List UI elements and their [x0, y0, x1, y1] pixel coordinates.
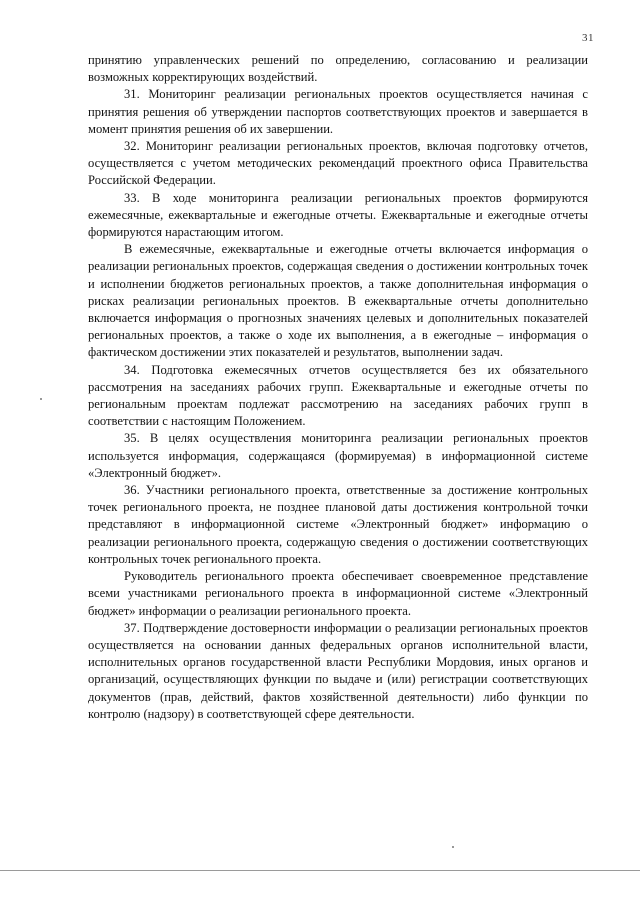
scan-speck: [452, 846, 454, 848]
page-number: 31: [582, 32, 594, 44]
paragraph-34: 34. Подготовка ежемесячных отчетов осуществляется без их обязательного рассмотрения на заседаниях рабочих групп. Ежеквартальные и ежегодные отчеты по региональным проектам подлежат рассмотрению на заседаниях рабочих групп в соответствии с настоящим Положением.: [88, 362, 588, 429]
paragraph-35: 35. В целях осуществления мониторинга реализации региональных проектов используется информация, содержащаяся (формируемая) в информационной системе «Электронный бюджет».: [88, 431, 588, 480]
scan-speck: [40, 398, 42, 400]
paragraph-33: 33. В ходе мониторинга реализации региональных проектов формируются ежемесячные, ежеквартальные и ежегодные отчеты. Ежеквартальные и ежегодные отчеты формируются нарастающим итогом.: [88, 190, 588, 240]
paragraph-31: 31. Мониторинг реализации региональных проектов осуществляется начиная с принятия решения об утверждении паспортов соответствующих проектов и завершается в момент принятия решения об их завершении.: [88, 87, 588, 136]
document-body: [88, 52, 588, 723]
paragraph-33-reports: В ежемесячные, ежеквартальные и ежегодные отчеты включается информация о реализации региональных проектов, содержащая сведения о достижении контрольных точек и исполнении бюджетов региональных проектов, а также дополнительная информация о рисках реализации региональных проектов. В ежеквартальные отчеты дополнительно включается информация о прогнозных значениях целевых и дополнительных показателей региональных проектов, а также о ходе их выполнения, а в ежегодные – информация о фактическом достижении этих показателей и результатов, выполнении задач.: [88, 242, 588, 360]
paragraph-36-head: Руководитель регионального проекта обеспечивает своевременное представление всеми участниками регионального проекта в информационной системе «Электронный бюджет» информации о реализации регионального проекта.: [88, 569, 588, 618]
paragraph-37: 37. Подтверждение достоверности информации о реализации региональных проектов осуществляется на основании данных федеральных органов исполнительной власти, исполнительных органов государственной власти Республики Мордовия, иных органов и организаций, осуществляющих функции по выдаче и (или) регистрации соответствующих документов (прав, действий, фактов хозяйственной деятельности) либо функции по контролю (надзору) в соответствующей сфере деятельности.: [88, 620, 588, 721]
paragraph-36: 36. Участники регионального проекта, ответственные за достижение контрольных точек регионального проекта, не позднее плановой даты достижения контрольной точки представляют в информационной системе «Электронный бюджет» информацию о реализации регионального проекта, содержащую сведения о достижении соответствующих контрольных точек регионального проекта.: [88, 483, 588, 566]
scan-edge-line: [0, 870, 640, 871]
paragraph-32: 32. Мониторинг реализации региональных проектов, включая подготовку отчетов, осуществляется с учетом методических рекомендаций проектного офиса Правительства Российской Федерации.: [88, 139, 588, 188]
paragraph-continuation: принятию управленческих решений по определению, согласованию и реализации возможных корректирующих воздействий.: [88, 53, 588, 85]
